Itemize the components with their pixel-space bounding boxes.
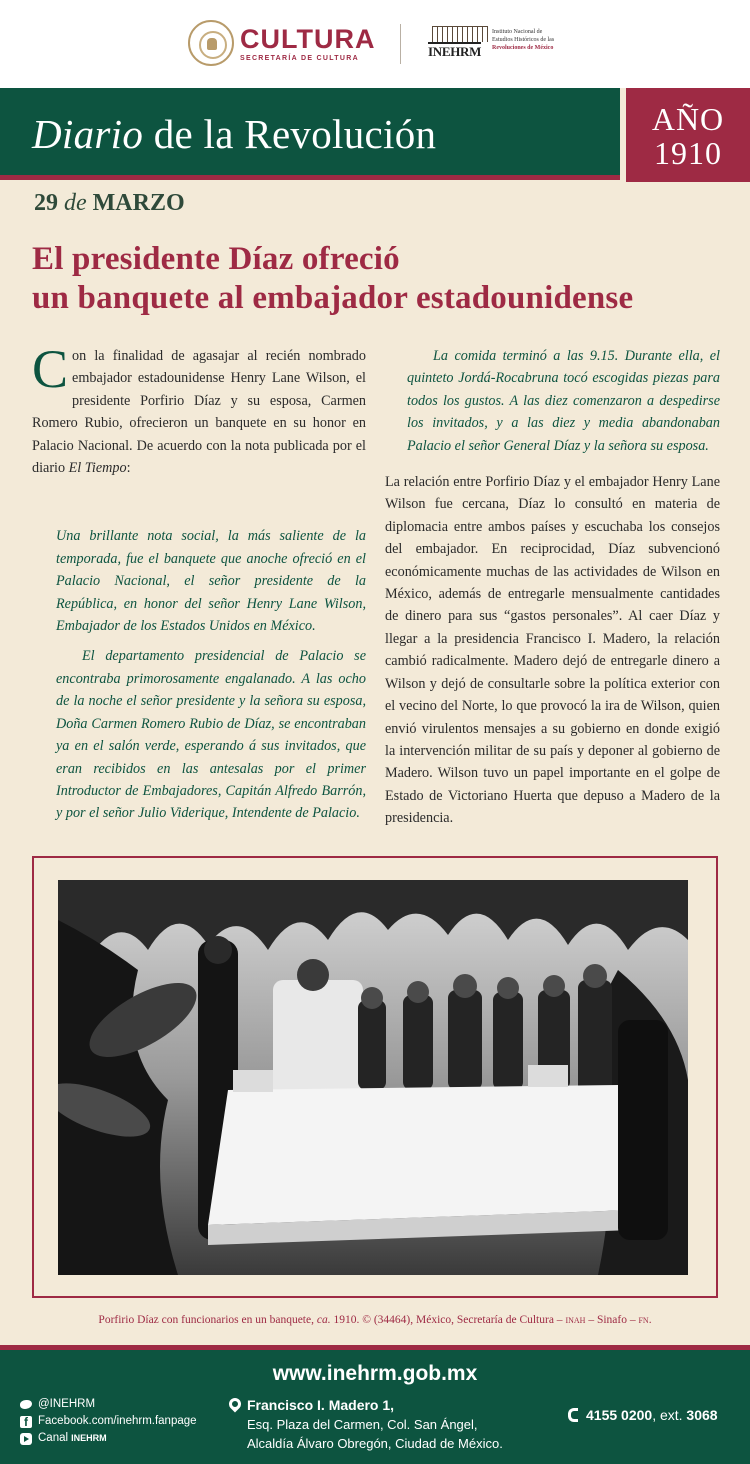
series-title: Diario de la Revolución: [32, 111, 437, 157]
article-headline: El presidente Díaz ofreció un banquete al embajador estadounidense: [32, 241, 634, 316]
address: Francisco I. Madero 1, Esq. Plaza del Carmen, Col. San Ángel, Alcaldía Álvaro Obregón, Ciudad de México.: [247, 1396, 503, 1453]
closing-paragraph: La relación entre Porfirio Díaz y el embajador Henry Lane Wilson fue cercana, Díaz lo consultó en materia de diplomacia entre ambos países y escuchaba los consejos del embajador. En reciprocidad, Díaz subvencionó económicamente muchas de las actividades de Wilson en México, además de entregarle mensualmente cantidades de dinero para sus “gastos personales”. Al caer Díaz y llegar a la presidencia Francisco I. Madero, la relación cambió radicalmente. Madero dejó de entregarle dinero a Wilson y dejó de consultarle sobre la política exterior con el vecino del Norte, lo que provocó la ira de Wilson, quien envió virulentos mensajes a su gobierno en donde exigió la intervención militar de su país y deponer al gobierno de Madero. Wilson tuvo un papel importante en el golpe de Estado de Victoriano Huerta que depuso a Madero de la presidencia.: [385, 474, 720, 827]
year-badge: [626, 88, 750, 182]
inehrm-description: Instituto Nacional de Estudios Históricos de las Revoluciones de México: [492, 29, 555, 51]
logo-divider: [400, 24, 401, 64]
banquet-photo: [58, 880, 688, 1275]
photo-caption: Porfirio Díaz con funcionarios en un banquete, ca. 1910. © (34464), México, Secretaría de Cultura – inah – Sinafo – fn.: [98, 1314, 652, 1326]
facebook-icon: [20, 1416, 32, 1428]
article-date: 29 de MARZO: [34, 190, 185, 216]
cultura-subtitle: SECRETARÍA DE CULTURA: [240, 54, 359, 62]
website-link[interactable]: www.inehrm.gob.mx: [272, 1362, 478, 1385]
inehrm-logo: [428, 26, 568, 62]
social-links: [20, 1396, 197, 1447]
facebook-link[interactable]: f Facebook.com/inehrm.fanpage: [20, 1413, 197, 1430]
quote-paragraph-1: Una brillante nota social, la más saliente de la temporada, fue el banquete que anoche ofreció en el Palacio Nacional, el señor presidente de la República, en honor del señor Henry Lane Wilson, Embajador de los Estados Unidos en México.: [56, 528, 366, 635]
phone-number[interactable]: 4155 0200, ext. 3068: [568, 1407, 718, 1423]
youtube-icon: [20, 1433, 32, 1445]
intro-paragraph: Con la finalidad de agasajar al recién nombrado embajador estadounidense Henry Lane Wilson, el presidente Porfirio Díaz y su esposa, Carmen Romero Rubio, ofrecieron un banquete en su honor en Palacio Nacional. De acuerdo con la nota publicada por el diario El Tiempo:: [32, 339, 366, 477]
left-column: [32, 339, 366, 825]
quote-paragraph-2: El departamento presidencial de Palacio se encontraba primorosamente engalanado. A las ocho de la noche el señor presidente y la señora su esposa, Doña Carmen Romero Rubio de Díaz, se encontraban ya en el salón verde, esperando á sus invitados, que eran recibidos en las antesalas por el primer Introductor de Embajadores, Capitán Alfredo Barrón, y por el señor Julio Viderique, Intendente de Palacio.: [56, 648, 366, 822]
twitter-link[interactable]: @INEHRM: [20, 1396, 197, 1413]
year-number: 1910: [654, 135, 722, 171]
quote-paragraph-3: La comida terminó a las 9.15. Durante ella, el quinteto Jordá-Rocabruna tocó escogidas piezas para todos los gustos. A las diez comenzaron a despedirse los invitados, y a las diez y media abandonaban Palacio el señor General Díaz y la señora su esposa.: [407, 348, 720, 454]
cultura-name: CULTURA: [240, 23, 376, 54]
building-icon: [432, 26, 488, 42]
youtube-link[interactable]: Canal INEHRM: [20, 1430, 197, 1447]
drop-cap: C: [32, 339, 69, 399]
cultura-logo: [188, 20, 375, 66]
location-pin-icon: [227, 1396, 244, 1413]
year-label: AÑO: [651, 101, 725, 137]
top-logo-bar: [0, 0, 750, 88]
twitter-icon: [20, 1400, 32, 1409]
national-seal-icon: [188, 20, 234, 66]
inehrm-mark: INEHRM: [428, 44, 482, 59]
phone-icon: [568, 1408, 578, 1422]
footer: [0, 1345, 750, 1464]
right-column: [385, 345, 720, 830]
